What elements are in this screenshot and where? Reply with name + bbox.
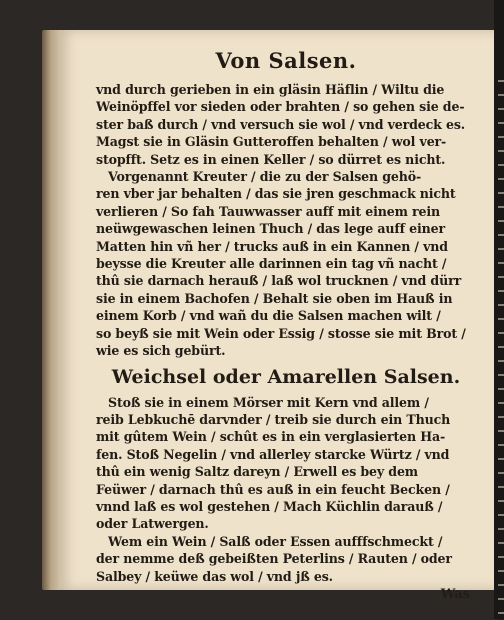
- text-line: Stoß sie in einem Mörser mit Kern vnd allem /: [108, 394, 429, 410]
- text-line: Salbey / keüwe das wol / vnd jß es.: [96, 568, 333, 584]
- text-line: Vorgenannt Kreuter / die zu der Salsen gehö-: [108, 169, 422, 185]
- text-line: reib Lebkuchē darvnder / treib sie durch ein Thuch: [96, 411, 451, 427]
- text-line: verlieren / So fah Tauwwasser auff mit einem rein: [96, 203, 441, 219]
- text-line: wie es sich gebürt.: [96, 343, 226, 359]
- paragraph-4: [96, 533, 476, 585]
- text-line: beysse die Kreuter alle darinnen ein tag vñ nacht /: [96, 256, 447, 272]
- text-line: so beyß sie mit Wein oder Essig / stosse sie mit Brot /: [96, 325, 466, 341]
- page-content: [96, 48, 476, 602]
- text-line: Magst sie in Gläsin Gutteroffen behalten / wol ver-: [96, 134, 447, 150]
- text-line: der nemme deß gebeißten Peterlins / Rauten / oder: [96, 551, 452, 567]
- text-line: mit gûtem Wein / schût es in ein verglasierten Ha-: [96, 429, 446, 445]
- text-line: fen. Stoß Negelin / vnd allerley starcke Würtz / vnd: [96, 446, 450, 462]
- scale-ruler: [498, 80, 504, 620]
- running-header: Von Salsen.: [215, 48, 357, 73]
- text-line: ren vber jar behalten / das sie jren geschmack nicht: [96, 186, 456, 202]
- text-line: sie in einem Bachofen / Behalt sie oben im Hauß in: [96, 290, 453, 306]
- text-line: einem Korb / vnd wañ du die Salsen machen wilt /: [96, 308, 441, 324]
- text-line: thû sie darnach herauß / laß wol trucknen / vnd dürr: [96, 273, 462, 289]
- paragraph-2: [96, 168, 476, 359]
- catchword: Was: [440, 586, 470, 602]
- text-line: Matten hin vñ her / trucks auß in ein Kannen / vnd: [96, 238, 448, 254]
- paragraph-3: [96, 394, 476, 533]
- text-line: thû ein wenig Saltz dareyn / Erwell es bey dem: [96, 464, 418, 480]
- text-line: vnnd laß es wol gestehen / Mach Küchlin darauß /: [96, 498, 443, 514]
- text-line: stopfft. Setz es in einen Keller / so dürret es nicht.: [96, 151, 446, 167]
- text-line: Weinöpffel vor sieden oder brahten / so gehen sie de-: [96, 99, 465, 115]
- text-line: Feüwer / darnach thû es auß in ein feucht Becken /: [96, 481, 450, 497]
- text-line: neüwgewaschen leinen Thuch / das lege auff einer: [96, 221, 445, 237]
- section-heading: Weichsel oder Amarellen Salsen.: [111, 365, 461, 388]
- text-line: ster baß durch / vnd versuch sie wol / vnd verdeck es.: [96, 116, 466, 132]
- text-line: Wem ein Wein / Salß oder Essen aufffschmeckt /: [108, 533, 443, 549]
- paragraph-1: [96, 81, 476, 168]
- text-line: oder Latwergen.: [96, 516, 209, 532]
- text-line: vnd durch gerieben in ein gläsin Häflin / Wiltu die: [96, 82, 445, 97]
